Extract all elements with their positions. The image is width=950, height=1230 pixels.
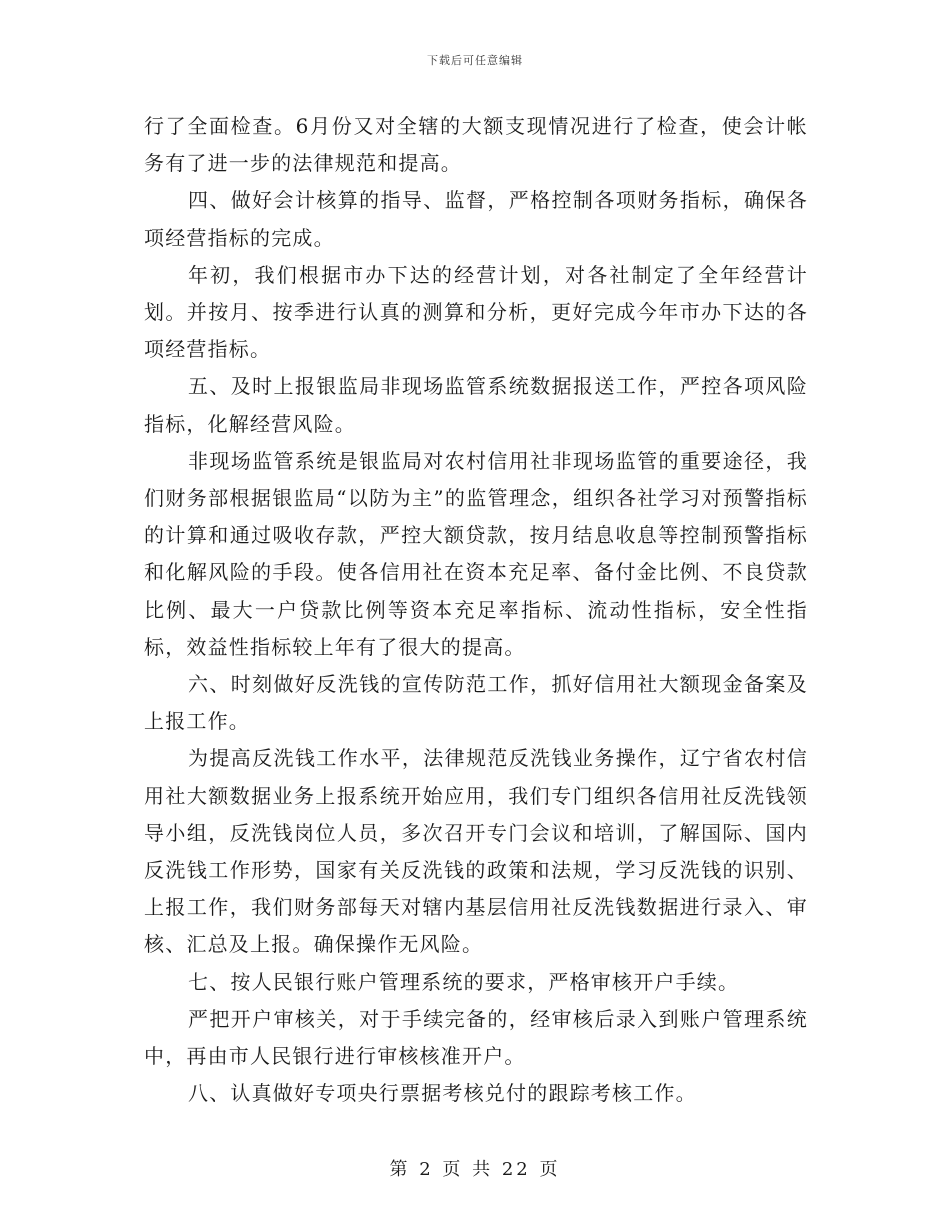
section-heading: 八、认真做好专项央行票据考核兑付的跟踪考核工作。 xyxy=(188,1081,697,1106)
section-heading: 五、及时上报银监局非现场监管系统数据报送工作，严控各项风险指标，化解经营风险。 xyxy=(144,374,808,436)
paragraph: 行了全面检查。6月份又对全辖的大额支现情况进行了检查，使会计帐务有了进一步的法律规范和提高。 xyxy=(144,114,808,176)
section-heading: 四、做好会计核算的指导、监督，严格控制各项财务指标，确保各项经营指标的完成。 xyxy=(144,188,808,250)
paragraph: 严把开户审核关，对于手续完备的，经审核后录入到账户管理系统中，再由市人民银行进行审核核准开户。 xyxy=(144,1006,808,1069)
paragraph: 为提高反洗钱工作水平，法律规范反洗钱业务操作，辽宁省农村信用社大额数据业务上报系统开始应用，我们专门组织各信用社反洗钱领导小组，反洗钱岗位人员，多次召开专门会议和培训，了解国际、国内反洗钱工作形势，国家有关反洗钱的政策和法规，学习反洗钱的识别、上报工作，我们财务部每天对辖内基层信用社反洗钱数据进行录入、审核、汇总及上报。确保操作无风险。 xyxy=(144,746,808,957)
paragraph: 非现场监管系统是银监局对农村信用社非现场监管的重要途径，我们财务部根据银监局“以防为主”的监管理念，组织各社学习对预警指标的计算和通过吸收存款，严控大额贷款，按月结息收息等控制预警指标和化解风险的手段。使各信用社在资本充足率、备付金比例、不良贷款比例、最大一户贷款比例等资本充足率指标、流动性指标，安全性指标，效益性指标较上年有了很大的提高。 xyxy=(144,448,808,659)
page-number: 第 2 页 共 22 页 xyxy=(389,1159,561,1180)
page-header: 下载后可任意编辑 xyxy=(427,54,523,67)
paragraph: 年初，我们根据市办下达的经营计划，对各社制定了全年经营计划。并按月、按季进行认真的测算和分析，更好完成今年市办下达的各项经营指标。 xyxy=(144,262,808,362)
section-heading: 七、按人民银行账户管理系统的要求，严格审核开户手续。 xyxy=(188,969,740,994)
document-body xyxy=(144,108,808,1112)
section-heading: 六、时刻做好反洗钱的宣传防范工作，抓好信用社大额现金备案及上报工作。 xyxy=(144,672,808,734)
